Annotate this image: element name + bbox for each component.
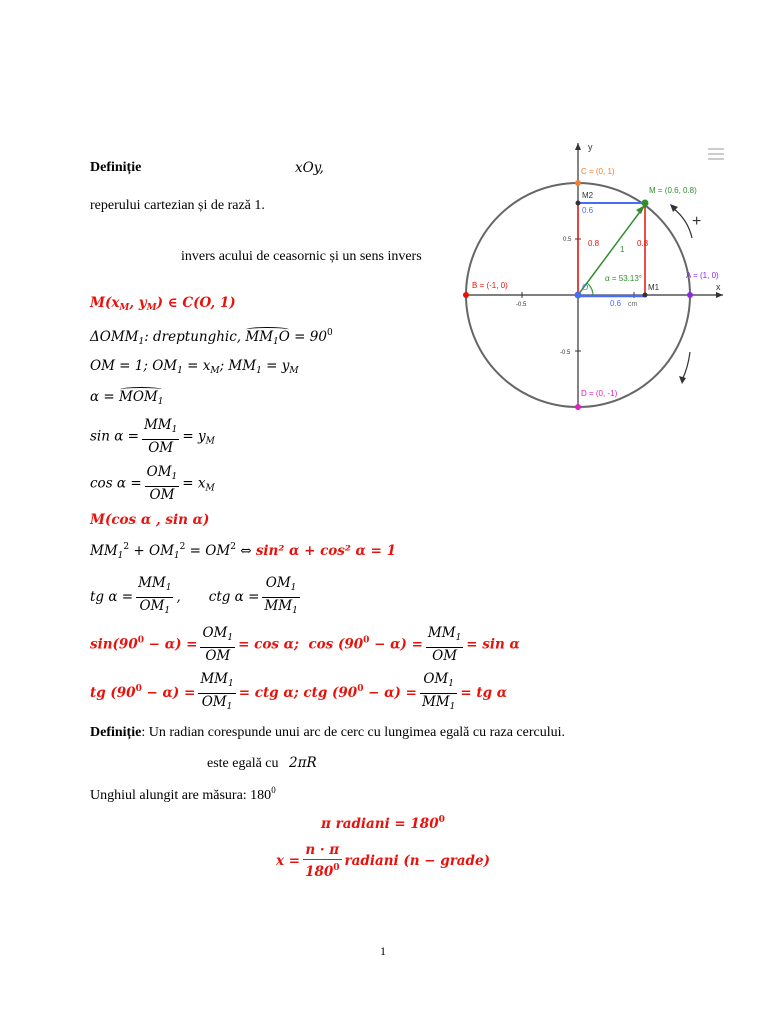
tick-label-05: 0.5 <box>563 237 572 243</box>
label-point-c: C = (0, 1) <box>581 167 615 176</box>
tg-ctg-formula: tg α = $\frac{MM_1}{OM_1}$ , ctg α = $\frac{OM_1}{MM_1}$ <box>90 575 298 616</box>
xoy-text: xOy, <box>295 160 324 176</box>
y-axis-label: y <box>588 142 593 152</box>
alpha-line: $\alpha = MOM_1$ <box>90 389 164 407</box>
point-m2 <box>576 201 581 206</box>
label-alpha: α = 53.13° <box>605 274 642 283</box>
pi-radians-formula: π radiani = $180^0$ <box>321 815 445 832</box>
point-m-trig: M(cos α , sin α) <box>90 512 210 528</box>
definition-line-2: reperului cartezian și de rază 1. <box>90 198 265 213</box>
definition-heading-2: Definiție <box>90 725 142 740</box>
label-origin: O <box>582 283 589 292</box>
om-line: OM = 1; $OM_1 = x_M$; $MM_1 = y_M$ <box>90 358 299 376</box>
label-06-top: 0.6 <box>582 206 594 215</box>
page-number: 1 <box>380 944 386 958</box>
label-plus: + <box>692 213 702 230</box>
label-point-d: D = (0, -1) <box>581 389 618 398</box>
definition-radian: Definiție: Un radian corespunde unui arc de cerc cu lungimea egală cu raza cercului. <box>90 725 565 740</box>
point-b <box>463 292 469 298</box>
triangle-line: $\Delta OMM_1$: dreptunghic, $MM_1O = 90^0$ <box>90 328 333 347</box>
circumference-line: este egală cu 2πR <box>207 755 317 771</box>
radian-conversion-formula: x = $\frac{n \cdot \pi}{180^0}$ radiani (n − grade) <box>276 842 490 880</box>
label-point-m1: M1 <box>648 283 660 292</box>
label-08-right: 0.8 <box>637 239 649 248</box>
complement-sin-cos: $\sin(90^0 - \alpha)$ = $\frac{OM_1}{OM}$ = cos α; $\cos (90^0 - \alpha)$ = $\frac{MM_1}{OM}$ = sin α <box>90 625 520 664</box>
point-o <box>575 292 582 299</box>
sin-formula: sin α = $\frac{MM_1}{OM}$ = $y_M$ <box>90 417 215 456</box>
definition-line-3: invers acului de ceasornic și un sens invers <box>181 249 422 264</box>
point-m-definition: $M(x_M$, $y_M$) ∈ C(O, 1) <box>90 295 236 313</box>
label-point-b: B = (-1, 0) <box>472 281 508 290</box>
x-axis-label: x <box>716 282 721 292</box>
definition-heading-1: Definiție <box>90 160 142 175</box>
pythagoras-line: $MM_1^2 + OM_1^2 = OM^2$ ⇔ sin² α + cos² α = 1 <box>90 542 397 561</box>
point-c <box>575 180 581 186</box>
label-cm: cm <box>628 301 638 308</box>
tick-label-neg05-y: -0.5 <box>560 350 571 356</box>
point-m1 <box>643 293 648 298</box>
unit-circle-figure <box>460 140 728 414</box>
tick-label-neg05-x: -0.5 <box>516 302 527 308</box>
point-m <box>642 200 649 207</box>
label-radius-1: 1 <box>620 245 625 254</box>
cos-formula: cos α = $\frac{OM_1}{OM}$ = $x_M$ <box>90 464 215 503</box>
label-point-m2: M2 <box>582 191 594 200</box>
point-a <box>687 292 693 298</box>
point-d <box>575 404 581 410</box>
label-06-bottom: 0.6 <box>610 299 622 308</box>
complement-tg-ctg: tg $(90^0 - \alpha)$ = $\frac{MM_1}{OM_1}$ = ctg α; ctg $(90^0 - \alpha)$ = $\frac{OM_1}{MM_1}$ = tg α <box>90 671 508 712</box>
label-08-left: 0.8 <box>588 239 600 248</box>
label-point-m: M = (0.6, 0.8) <box>649 186 697 195</box>
straight-angle-line: Unghiul alungit are măsura: $180^0$ <box>90 785 276 803</box>
label-point-a: A = (1, 0) <box>686 271 719 280</box>
